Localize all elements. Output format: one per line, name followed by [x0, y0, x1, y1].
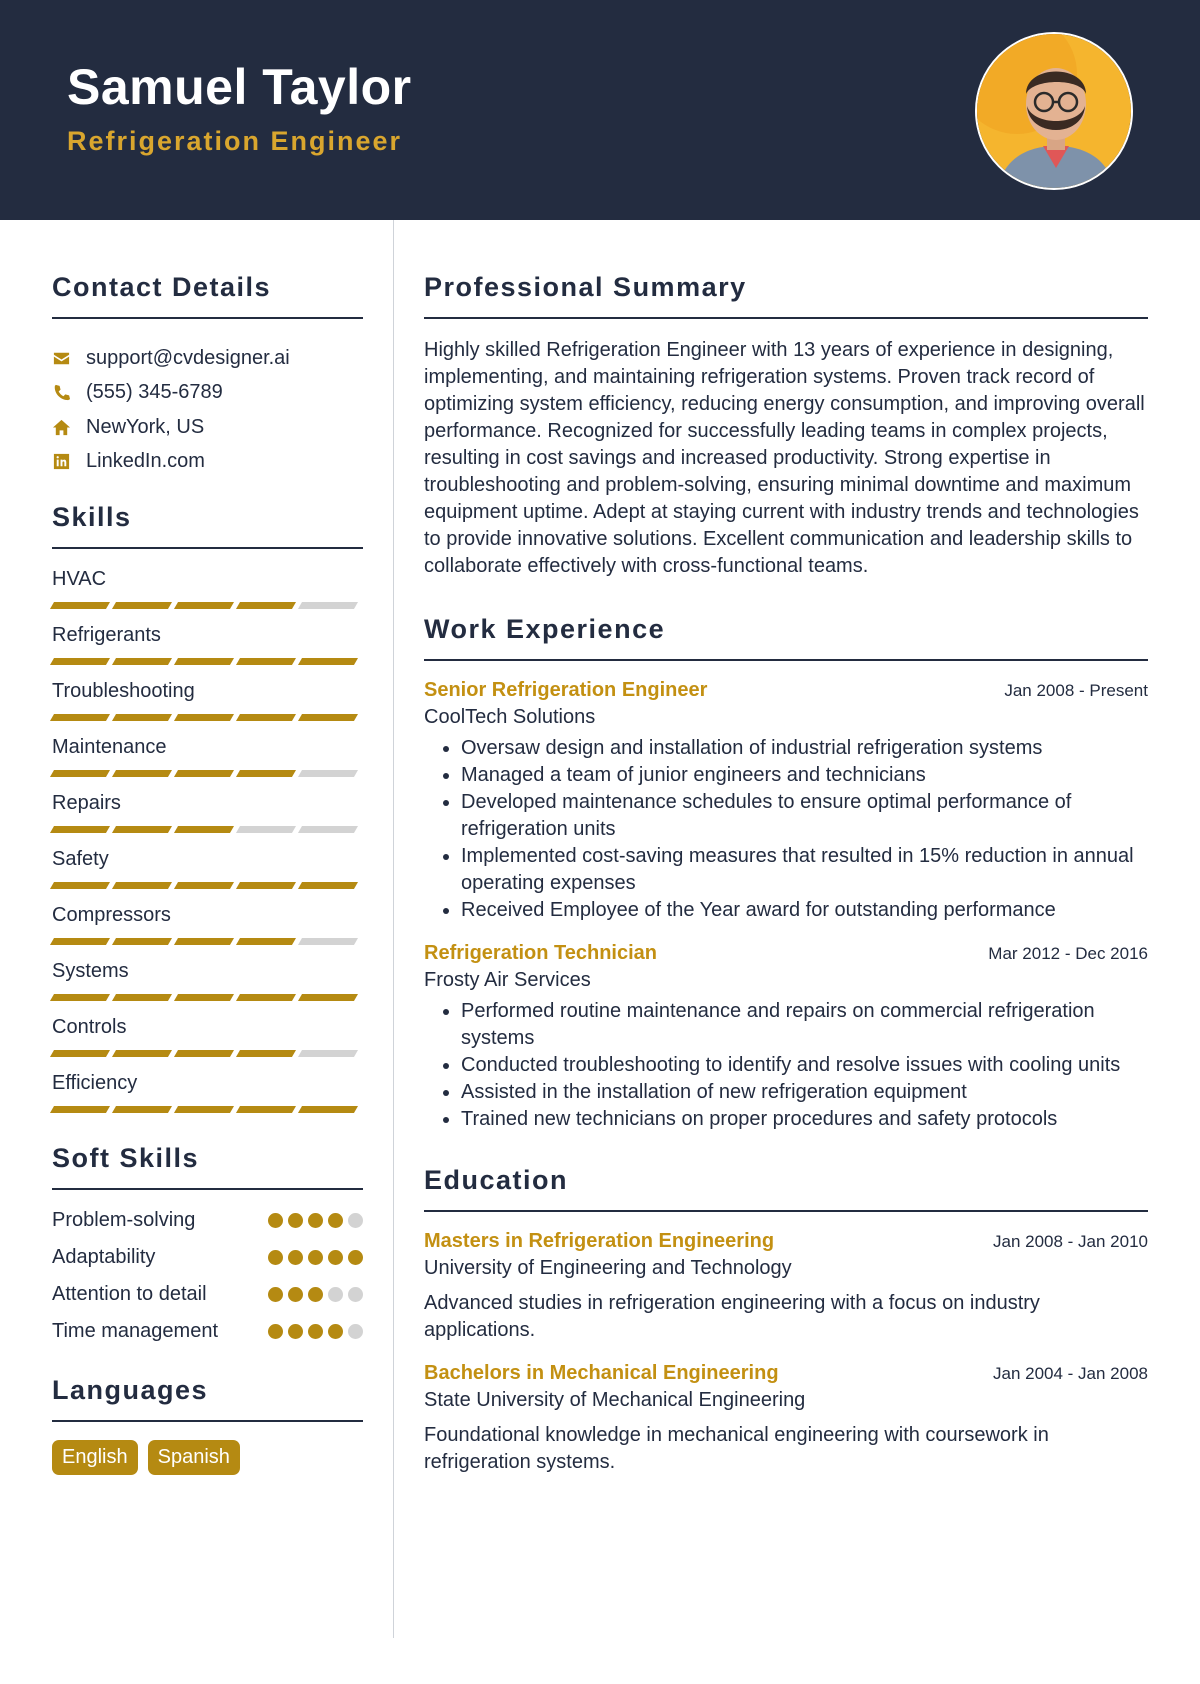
- skill-level-segment: [50, 1106, 110, 1113]
- skill-item: [52, 790, 363, 833]
- skill-level-segment: [112, 826, 172, 833]
- skill-level-segment: [298, 714, 358, 721]
- contact-linkedin[interactable]: LinkedIn.com: [52, 445, 363, 480]
- rating-dot: [288, 1324, 303, 1339]
- skills-section: [52, 502, 363, 1113]
- skill-level-segment: [236, 882, 296, 889]
- skill-level-segment: [112, 770, 172, 777]
- right-column: [424, 220, 1148, 1476]
- skill-level-segment: [236, 938, 296, 945]
- skill-level-segment: [50, 1050, 110, 1057]
- skill-level-bar: [52, 770, 363, 777]
- job-bullet: • Trained new technicians on proper procedures and safety protocols: [461, 1106, 1148, 1133]
- home-icon: [52, 418, 86, 437]
- envelope-icon: [52, 349, 86, 368]
- rating-dot: [348, 1324, 363, 1339]
- skill-level-bar: [52, 882, 363, 889]
- skill-item: [52, 1070, 363, 1113]
- skill-item: [52, 678, 363, 721]
- soft-skill-rating: [268, 1213, 363, 1228]
- skill-level-bar: [52, 1050, 363, 1057]
- skill-level-bar: [52, 602, 363, 609]
- skill-level-bar: [52, 714, 363, 721]
- skill-level-segment: [112, 882, 172, 889]
- skill-label: Efficiency: [52, 1072, 138, 1094]
- rating-dot: [348, 1287, 363, 1302]
- skill-item: [52, 846, 363, 889]
- skill-level-segment: [174, 770, 234, 777]
- skill-level-bar: [52, 1106, 363, 1113]
- skill-level-segment: [112, 658, 172, 665]
- job-bullet: • Performed routine maintenance and repairs on commercial refrigeration systems: [461, 998, 1148, 1052]
- job-company: CoolTech Solutions: [424, 706, 596, 728]
- skill-level-segment: [174, 826, 234, 833]
- soft-skill-item: [52, 1244, 363, 1271]
- soft-skill-item: [52, 1207, 363, 1234]
- job-date: Jan 2008 - Present: [1004, 681, 1148, 700]
- phone-icon: [52, 383, 86, 402]
- job-title: Senior Refrigeration Engineer: [424, 679, 708, 701]
- skill-level-segment: [50, 826, 110, 833]
- soft-skill-label: Problem-solving: [52, 1209, 196, 1231]
- skill-level-segment: [236, 714, 296, 721]
- job-date: Mar 2012 - Dec 2016: [988, 944, 1148, 963]
- soft-skill-rating: [268, 1250, 363, 1265]
- summary-text: Highly skilled Refrigeration Engineer with 13 years of experience in designing, implementing, and maintaining refrigeration systems. Proven track record of optimizing system efficiency, reducing energy consumption, and improving overall performance. Recognized for successfully leading teams in complex projects, resulting in cost savings and increased productivity. Strong expertise in troubleshooting and problem-solving, ensuring minimal downtime and maximum equipment uptime. Adept at staying current with industry trends and technologies to provide innovative solutions. Excellent communication and leadership skills to collaborate effectively with cross-functional teams.: [424, 339, 1145, 577]
- education-date: Jan 2004 - Jan 2008: [992, 1364, 1148, 1383]
- linkedin-icon: [52, 452, 86, 471]
- soft-skills-section: [52, 1143, 363, 1345]
- skill-level-segment: [50, 602, 110, 609]
- languages-title: Languages: [52, 1375, 363, 1422]
- skills-title: Skills: [52, 502, 363, 549]
- job-bullet: • Implemented cost-saving measures that resulted in 15% reduction in annual operating expenses: [461, 843, 1148, 897]
- education-section: [424, 1165, 1148, 1476]
- skill-level-segment: [174, 658, 234, 665]
- skill-level-segment: [298, 770, 358, 777]
- left-column: [52, 220, 363, 1475]
- skill-level-segment: [50, 770, 110, 777]
- skill-level-bar: [52, 658, 363, 665]
- skill-level-segment: [298, 826, 358, 833]
- education-description: Foundational knowledge in mechanical engineering with coursework in refrigeration systems.: [424, 1424, 1049, 1473]
- skill-label: Systems: [52, 960, 129, 982]
- rating-dot: [268, 1324, 283, 1339]
- rating-dot: [288, 1287, 303, 1302]
- skill-level-segment: [298, 658, 358, 665]
- soft-skill-item: [52, 1281, 363, 1308]
- skill-label: HVAC: [52, 568, 107, 590]
- job-bullet: • Managed a team of junior engineers and technicians: [461, 762, 1148, 789]
- skill-level-segment: [112, 602, 172, 609]
- skill-level-bar: [52, 938, 363, 945]
- job-bullets: [424, 998, 1148, 1133]
- contact-location: NewYork, US: [52, 410, 363, 445]
- job-entry: [424, 679, 1148, 924]
- skill-level-bar: [52, 826, 363, 833]
- job-bullet: • Developed maintenance schedules to ensure optimal performance of refrigeration units: [461, 789, 1148, 843]
- skill-level-segment: [174, 994, 234, 1001]
- skill-level-segment: [236, 658, 296, 665]
- contact-phone[interactable]: (555) 345-6789: [52, 376, 363, 411]
- job-bullet: • Assisted in the installation of new refrigeration equipment: [461, 1079, 1148, 1106]
- candidate-name: Samuel Taylor: [67, 59, 412, 115]
- rating-dot: [288, 1213, 303, 1228]
- experience-title: Work Experience: [424, 614, 1148, 661]
- education-entry: [424, 1230, 1148, 1344]
- language-badge: English: [52, 1440, 138, 1475]
- rating-dot: [328, 1250, 343, 1265]
- skill-label: Maintenance: [52, 736, 167, 758]
- rating-dot: [268, 1287, 283, 1302]
- resume-header: [0, 0, 1200, 220]
- skill-label: Refrigerants: [52, 624, 161, 646]
- skill-level-segment: [50, 714, 110, 721]
- skill-label: Troubleshooting: [52, 680, 195, 702]
- school-name: University of Engineering and Technology: [424, 1257, 792, 1279]
- soft-skill-rating: [268, 1287, 363, 1302]
- skill-level-segment: [50, 658, 110, 665]
- skill-level-segment: [50, 938, 110, 945]
- skill-level-bar: [52, 994, 363, 1001]
- summary-section: [424, 272, 1148, 580]
- job-bullet: • Received Employee of the Year award for outstanding performance: [461, 897, 1148, 924]
- skill-level-segment: [236, 826, 296, 833]
- rating-dot: [308, 1324, 323, 1339]
- skill-level-segment: [50, 882, 110, 889]
- skill-label: Controls: [52, 1016, 127, 1038]
- rating-dot: [328, 1287, 343, 1302]
- skill-level-segment: [50, 994, 110, 1001]
- rating-dot: [288, 1250, 303, 1265]
- skill-level-segment: [236, 994, 296, 1001]
- soft-skill-label: Time management: [52, 1320, 218, 1342]
- skill-level-segment: [298, 882, 358, 889]
- skill-item: [52, 958, 363, 1001]
- skill-level-segment: [174, 1050, 234, 1057]
- job-bullets: [424, 735, 1148, 924]
- skill-level-segment: [112, 938, 172, 945]
- skill-level-segment: [112, 1106, 172, 1113]
- skill-level-segment: [236, 602, 296, 609]
- skill-label: Compressors: [52, 904, 171, 926]
- soft-skill-label: Adaptability: [52, 1246, 156, 1268]
- skill-level-segment: [236, 1050, 296, 1057]
- rating-dot: [308, 1213, 323, 1228]
- skill-level-segment: [236, 770, 296, 777]
- soft-skill-label: Attention to detail: [52, 1283, 207, 1305]
- skill-level-segment: [298, 938, 358, 945]
- skill-item: [52, 902, 363, 945]
- soft-skills-title: Soft Skills: [52, 1143, 363, 1190]
- skill-level-segment: [174, 602, 234, 609]
- skill-item: [52, 734, 363, 777]
- skill-level-segment: [112, 994, 172, 1001]
- rating-dot: [348, 1250, 363, 1265]
- rating-dot: [268, 1250, 283, 1265]
- job-entry: [424, 942, 1148, 1133]
- contact-section: [52, 272, 363, 479]
- job-bullet: • Conducted troubleshooting to identify and resolve issues with cooling units: [461, 1052, 1148, 1079]
- skill-item: [52, 1014, 363, 1057]
- experience-section: [424, 614, 1148, 1133]
- job-bullet: • Oversaw design and installation of industrial refrigeration systems: [461, 735, 1148, 762]
- rating-dot: [328, 1324, 343, 1339]
- skill-item: [52, 622, 363, 665]
- skill-level-segment: [298, 1050, 358, 1057]
- skill-level-segment: [298, 602, 358, 609]
- skill-level-segment: [174, 714, 234, 721]
- summary-title: Professional Summary: [424, 272, 1148, 319]
- rating-dot: [328, 1213, 343, 1228]
- column-divider: [393, 220, 394, 1638]
- languages-section: [52, 1375, 363, 1475]
- rating-dot: [308, 1250, 323, 1265]
- skill-level-segment: [112, 1050, 172, 1057]
- degree-title: Bachelors in Mechanical Engineering: [424, 1362, 779, 1384]
- rating-dot: [308, 1287, 323, 1302]
- skill-level-segment: [174, 882, 234, 889]
- language-badge: Spanish: [148, 1440, 240, 1475]
- rating-dot: [268, 1213, 283, 1228]
- contact-title: Contact Details: [52, 272, 363, 319]
- skill-level-segment: [236, 1106, 296, 1113]
- skill-label: Safety: [52, 848, 109, 870]
- skill-level-segment: [298, 1106, 358, 1113]
- candidate-role: Refrigeration Engineer: [67, 126, 403, 156]
- skill-item: [52, 566, 363, 609]
- job-title: Refrigeration Technician: [424, 942, 658, 964]
- degree-title: Masters in Refrigeration Engineering: [424, 1230, 775, 1252]
- education-title: Education: [424, 1165, 1148, 1212]
- skill-label: Repairs: [52, 792, 121, 814]
- education-date: Jan 2008 - Jan 2010: [992, 1232, 1148, 1251]
- education-description: Advanced studies in refrigeration engineering with a focus on industry applications.: [424, 1292, 1040, 1341]
- skill-level-segment: [298, 994, 358, 1001]
- school-name: State University of Mechanical Engineering: [424, 1389, 806, 1411]
- profile-photo: [975, 32, 1133, 190]
- soft-skill-item: [52, 1318, 363, 1345]
- skill-level-segment: [112, 714, 172, 721]
- skill-level-segment: [174, 938, 234, 945]
- education-entry: [424, 1362, 1148, 1476]
- rating-dot: [348, 1213, 363, 1228]
- skill-level-segment: [174, 1106, 234, 1113]
- job-company: Frosty Air Services: [424, 969, 591, 991]
- soft-skill-rating: [268, 1324, 363, 1339]
- contact-email[interactable]: support@cvdesigner.ai: [52, 341, 363, 376]
